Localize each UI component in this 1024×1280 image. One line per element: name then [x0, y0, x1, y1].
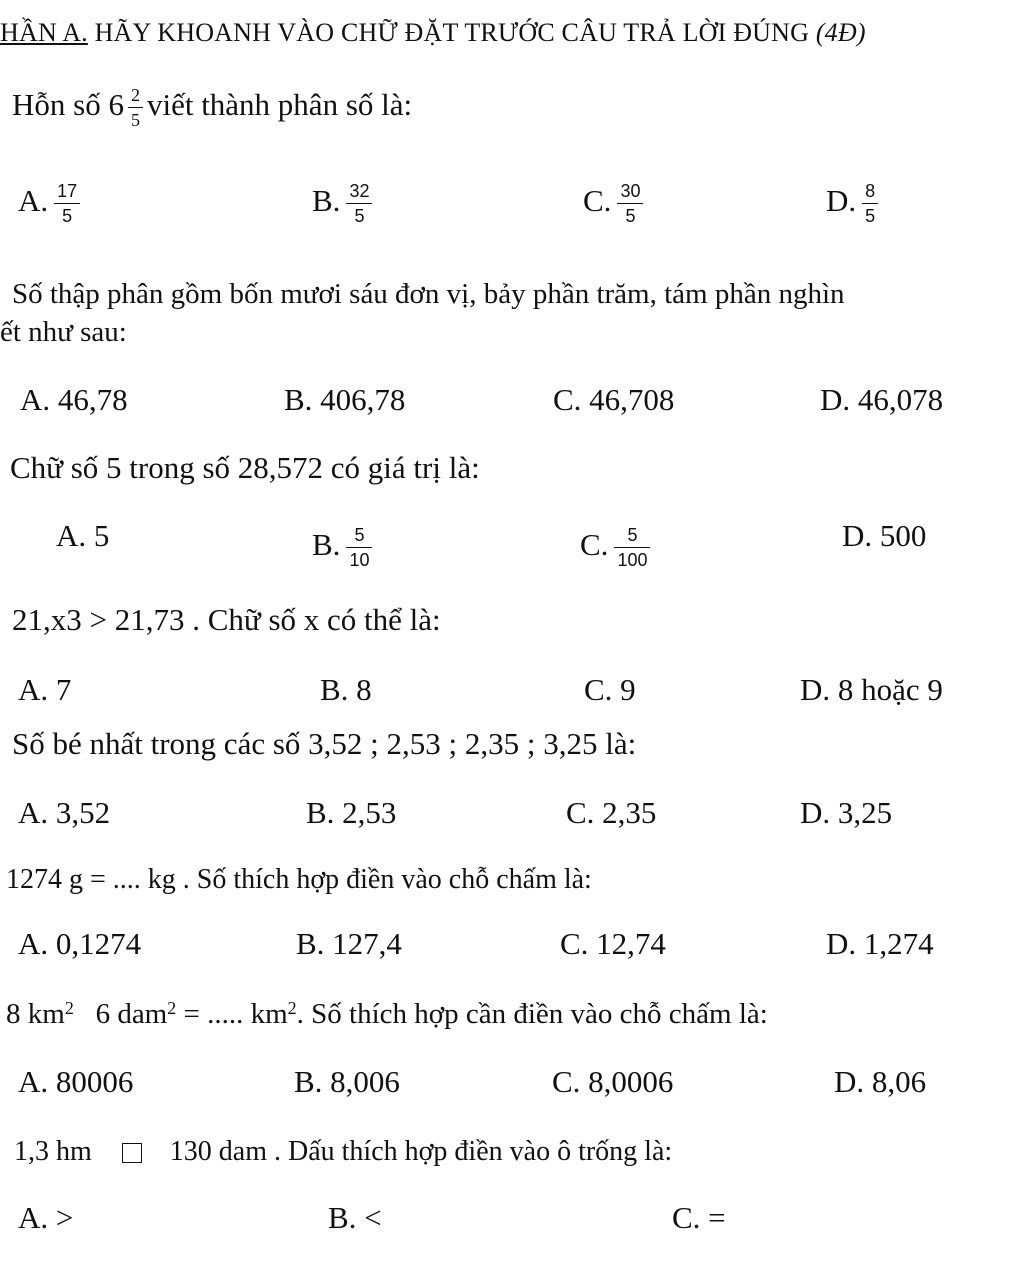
section-part: HẦN A.	[0, 18, 88, 47]
q3-text: Chữ số 5 trong số 28,572 có giá trị là:	[10, 450, 480, 485]
answer-box[interactable]	[122, 1143, 142, 1163]
q7-option-c[interactable]: C. 8,0006	[552, 1064, 674, 1099]
q3-option-b[interactable]: B. $\frac{5}{10}$	[312, 526, 372, 570]
q1-mixed-fraction: $\frac{2}{5}$	[128, 86, 143, 130]
q2-text-line1: Số thập phân gồm bốn mươi sáu đơn vị, bảy phần trăm, tám phần nghìn	[12, 278, 845, 310]
q1-prefix: Hỗn số 6	[12, 87, 124, 122]
q4-option-c[interactable]: C. 9	[584, 672, 636, 707]
question-1	[12, 86, 412, 130]
q4-text: 21,x3 > 21,73 . Chữ số x có thể là:	[12, 602, 441, 637]
q8-right: 130 dam . Dấu thích hợp điền vào ô trống là:	[169, 1136, 673, 1167]
q6-text: 1274 g = .... kg . Số thích hợp điền vào chỗ chấm là:	[6, 864, 592, 895]
q7-text: 8 $km^2$ 6 dam$^2$ = ..... $km^2$. Số thích hợp cần điền vào chỗ chấm là:	[6, 998, 768, 1030]
q7-option-d[interactable]: D. 8,06	[834, 1064, 927, 1099]
q1-option-d[interactable]: D. $\frac{8}{5}$	[826, 182, 878, 226]
q5-option-c[interactable]: C. 2,35	[566, 795, 657, 830]
q5-option-b[interactable]: B. 2,53	[306, 795, 397, 830]
q7-option-a[interactable]: A. 80006	[18, 1064, 134, 1099]
q7-option-b[interactable]: B. 8,006	[294, 1064, 400, 1099]
q3-option-a[interactable]: A. 5	[56, 518, 110, 553]
q1-option-a[interactable]: A. $\frac{17}{5}$	[18, 182, 80, 226]
q8-text	[14, 1138, 672, 1166]
q4-option-a[interactable]: A. 7	[18, 672, 72, 707]
q2-option-b[interactable]: B. 406,78	[284, 382, 406, 417]
q6-option-b[interactable]: B. 127,4	[296, 926, 402, 961]
q6-option-a[interactable]: A. 0,1274	[18, 926, 142, 961]
q2-text-line2: ết như sau:	[0, 316, 127, 348]
q3-option-c[interactable]: C. $\frac{5}{100}$	[580, 526, 650, 570]
q4-option-b[interactable]: B. 8	[320, 672, 372, 707]
q1-option-b[interactable]: B. $\frac{32}{5}$	[312, 182, 372, 226]
q2-option-d[interactable]: D. 46,078	[820, 382, 944, 417]
q5-option-a[interactable]: A. 3,52	[18, 795, 111, 830]
q6-option-d[interactable]: D. 1,274	[826, 926, 934, 961]
q5-text: Số bé nhất trong các số 3,52 ; 2,53 ; 2,35 ; 3,25 là:	[12, 726, 637, 761]
q8-option-a[interactable]: A. >	[18, 1200, 74, 1235]
q8-option-b[interactable]: B. <	[328, 1200, 382, 1235]
q5-option-d[interactable]: D. 3,25	[800, 795, 893, 830]
q2-option-c[interactable]: C. 46,708	[553, 382, 675, 417]
q8-left: 1,3 hm	[14, 1136, 92, 1167]
q6-option-c[interactable]: C. 12,74	[560, 926, 666, 961]
section-points: (4Đ)	[815, 18, 866, 47]
section-instruction: HÃY KHOANH VÀO CHỮ ĐẶT TRƯỚC CÂU TRẢ LỜI ĐÚNG	[94, 18, 810, 47]
q2-option-a[interactable]: A. 46,78	[20, 382, 128, 417]
section-header	[0, 20, 866, 46]
q3-option-d[interactable]: D. 500	[842, 518, 927, 553]
q1-suffix: viết thành phân số là:	[146, 87, 413, 122]
q1-option-c[interactable]: C. $\frac{30}{5}$	[583, 182, 643, 226]
q8-option-c[interactable]: C. =	[672, 1200, 726, 1235]
q4-option-d[interactable]: D. 8 hoặc 9	[800, 672, 943, 707]
